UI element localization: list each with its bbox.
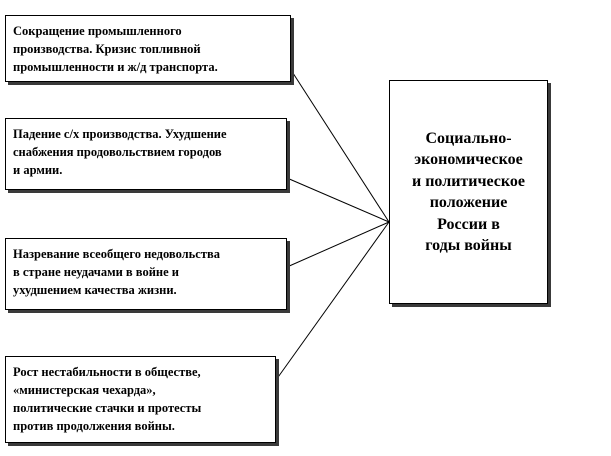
- connector-source-1: [291, 70, 389, 222]
- connector-source-3: [287, 222, 389, 267]
- source-box-2-line: Падение с/х производства. Ухудшение: [13, 127, 227, 141]
- source-box-2-line: снабжения продовольствием городов: [13, 145, 222, 159]
- target-box-line: годы войны: [425, 237, 512, 254]
- source-box-1-line: Сокращение промышленного: [13, 24, 182, 38]
- source-box-1-line: производства. Кризис топливной: [13, 42, 201, 56]
- source-box-1: [5, 15, 291, 82]
- source-box-4-line: Рост нестабильности в обществе,: [13, 365, 201, 379]
- source-box-1-line: промышленности и ж/д транспорта.: [13, 60, 218, 74]
- connector-source-2: [287, 178, 389, 222]
- source-box-4: [5, 356, 276, 443]
- target-box-line: Социально-: [425, 129, 512, 147]
- source-box-3: [5, 238, 287, 310]
- target-box: [389, 80, 548, 304]
- target-box-line: положение: [429, 194, 508, 211]
- target-box-line: России в: [437, 215, 500, 233]
- source-box-2: [5, 118, 287, 190]
- target-box-line: экономическое: [414, 151, 523, 168]
- source-box-4-line: против продолжения войны.: [13, 419, 175, 433]
- connector-source-4: [276, 222, 389, 380]
- source-box-4-line: «министерская чехарда»,: [13, 383, 156, 397]
- source-box-4-line: политические стачки и протесты: [13, 401, 202, 415]
- source-box-2-line: и армии.: [13, 163, 63, 177]
- target-box-line: и политическое: [411, 172, 526, 190]
- source-box-3-line: ухудшением качества жизни.: [13, 283, 177, 297]
- source-box-3-line: Назревание всеобщего недовольства: [13, 247, 220, 261]
- source-box-3-line: в стране неудачами в войне и: [13, 265, 179, 279]
